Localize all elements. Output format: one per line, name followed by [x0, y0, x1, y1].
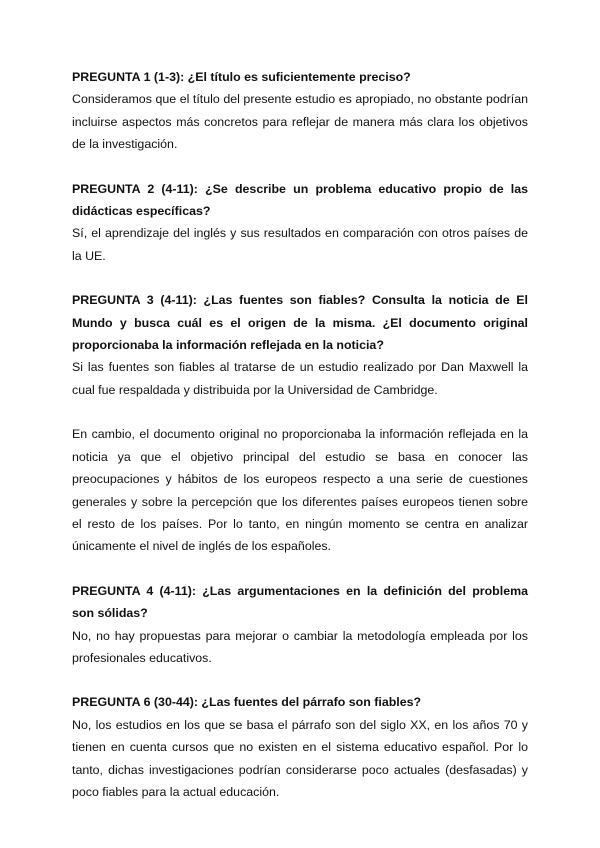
spacer: [72, 267, 528, 289]
spacer: [72, 558, 528, 580]
answer-4-paragraph: No, no hay propuestas para mejorar o cambiar la metodología empleada por los profesionales educativos.: [72, 628, 528, 665]
spacer: [72, 401, 528, 423]
document-page: [72, 66, 528, 803]
answer-3-paragraph-2: En cambio, el documento original no proporcionaba la información reflejada en la noticia ya que el objetivo principal del estudio se basa en conocer las preocupaciones y hábitos de los europeos respecto a una serie de cuestiones generales y sobre la percepción que los diferentes países europeos tienen sobre el resto de los países. Por lo tanto, en ningún momento se centra en analizar únicamente el nivel de inglés de los españoles.: [72, 427, 528, 554]
answer-3-paragraph: Si las fuentes son fiables al tratarse de un estudio realizado por Dan Maxwell la cual fue respaldada y distribuida por la Universidad de Cambridge.: [72, 360, 528, 397]
spacer: [72, 156, 528, 178]
question-6-heading: PREGUNTA 6 (30-44): ¿Las fuentes del párrafo son fiables?: [72, 695, 422, 710]
question-3-heading: PREGUNTA 3 (4-11): ¿Las fuentes son fiables? Consulta la noticia de El Mundo y busca cuál es el origen de la misma. ¿El documento original proporcionaba la información reflejada en la noticia?: [72, 293, 528, 353]
spacer: [72, 669, 528, 691]
answer-2-paragraph: Sí, el aprendizaje del inglés y sus resultados en comparación con otros países de la UE.: [72, 226, 528, 263]
answer-1-paragraph: Consideramos que el título del presente estudio es apropiado, no obstante podrían incluirse aspectos más concretos para reflejar de manera más clara los objetivos de la investigación.: [72, 92, 528, 152]
answer-6-paragraph: No, los estudios en los que se basa el párrafo son del siglo XX, en los años 70 y tienen en cuenta cursos que no existen en el sistema educativo español. Por lo tanto, dichas investigaciones podrían considerarse poco actuales (desfasadas) y poco fiables para la actual educación.: [72, 717, 528, 799]
question-1-heading: PREGUNTA 1 (1-3): ¿El título es suficientemente preciso?: [72, 70, 411, 84]
question-4-heading: PREGUNTA 4 (4-11): ¿Las argumentaciones en la definición del problema son sólidas?: [72, 583, 528, 621]
question-2-heading: PREGUNTA 2 (4-11): ¿Se describe un problema educativo propio de las didácticas específicas?: [72, 181, 528, 219]
